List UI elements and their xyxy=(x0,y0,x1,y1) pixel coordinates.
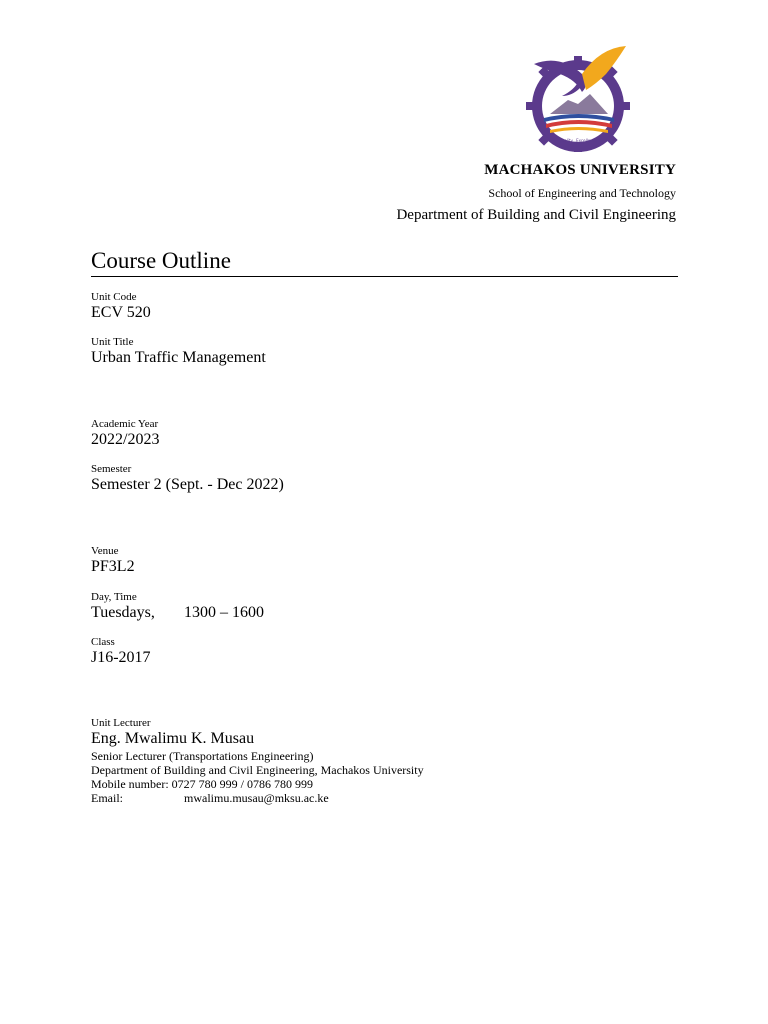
department-name: Department of Building and Civil Engineering xyxy=(396,207,676,223)
email-link[interactable]: mwalimu.musau@mksu.ac.ke xyxy=(184,791,329,805)
email-label: Email: xyxy=(91,791,123,805)
academic-year-value: 2022/2023 xyxy=(91,431,160,448)
academic-year-label: Academic Year xyxy=(91,418,159,430)
lecturer-position: Senior Lecturer (Transportations Engineering) xyxy=(91,749,314,763)
semester-label: Semester xyxy=(91,463,132,475)
time-value: 1300 – 1600 xyxy=(184,604,264,621)
lecturer-name: Eng. Mwalimu K. Musau xyxy=(91,730,255,747)
day-time-label: Day, Time xyxy=(91,591,137,603)
class-label: Class xyxy=(91,636,115,648)
title-divider xyxy=(91,276,678,277)
unit-title-value: Urban Traffic Management xyxy=(91,349,266,366)
class-value: J16-2017 xyxy=(91,649,151,666)
semester-value: Semester 2 (Sept. - Dec 2022) xyxy=(91,476,284,493)
unit-code-value: ECV 520 xyxy=(91,304,151,321)
lecturer-department: Department of Building and Civil Engineering, Machakos University xyxy=(91,763,424,777)
venue-label: Venue xyxy=(91,545,119,557)
unit-lecturer-label: Unit Lecturer xyxy=(91,717,151,729)
unit-title-label: Unit Title xyxy=(91,336,134,348)
school-name: School of Engineering and Technology xyxy=(488,186,676,200)
svg-text:Quality...Excellence: Quality...Excellence xyxy=(558,138,598,143)
lecturer-mobile: Mobile number: 0727 780 999 / 0786 780 999 xyxy=(91,777,313,791)
unit-code-label: Unit Code xyxy=(91,291,137,303)
venue-value: PF3L2 xyxy=(91,558,135,575)
day-value: Tuesdays, xyxy=(91,604,155,621)
document-title: Course Outline xyxy=(91,248,231,273)
university-name: MACHAKOS UNIVERSITY xyxy=(484,162,676,178)
university-logo xyxy=(520,44,640,156)
